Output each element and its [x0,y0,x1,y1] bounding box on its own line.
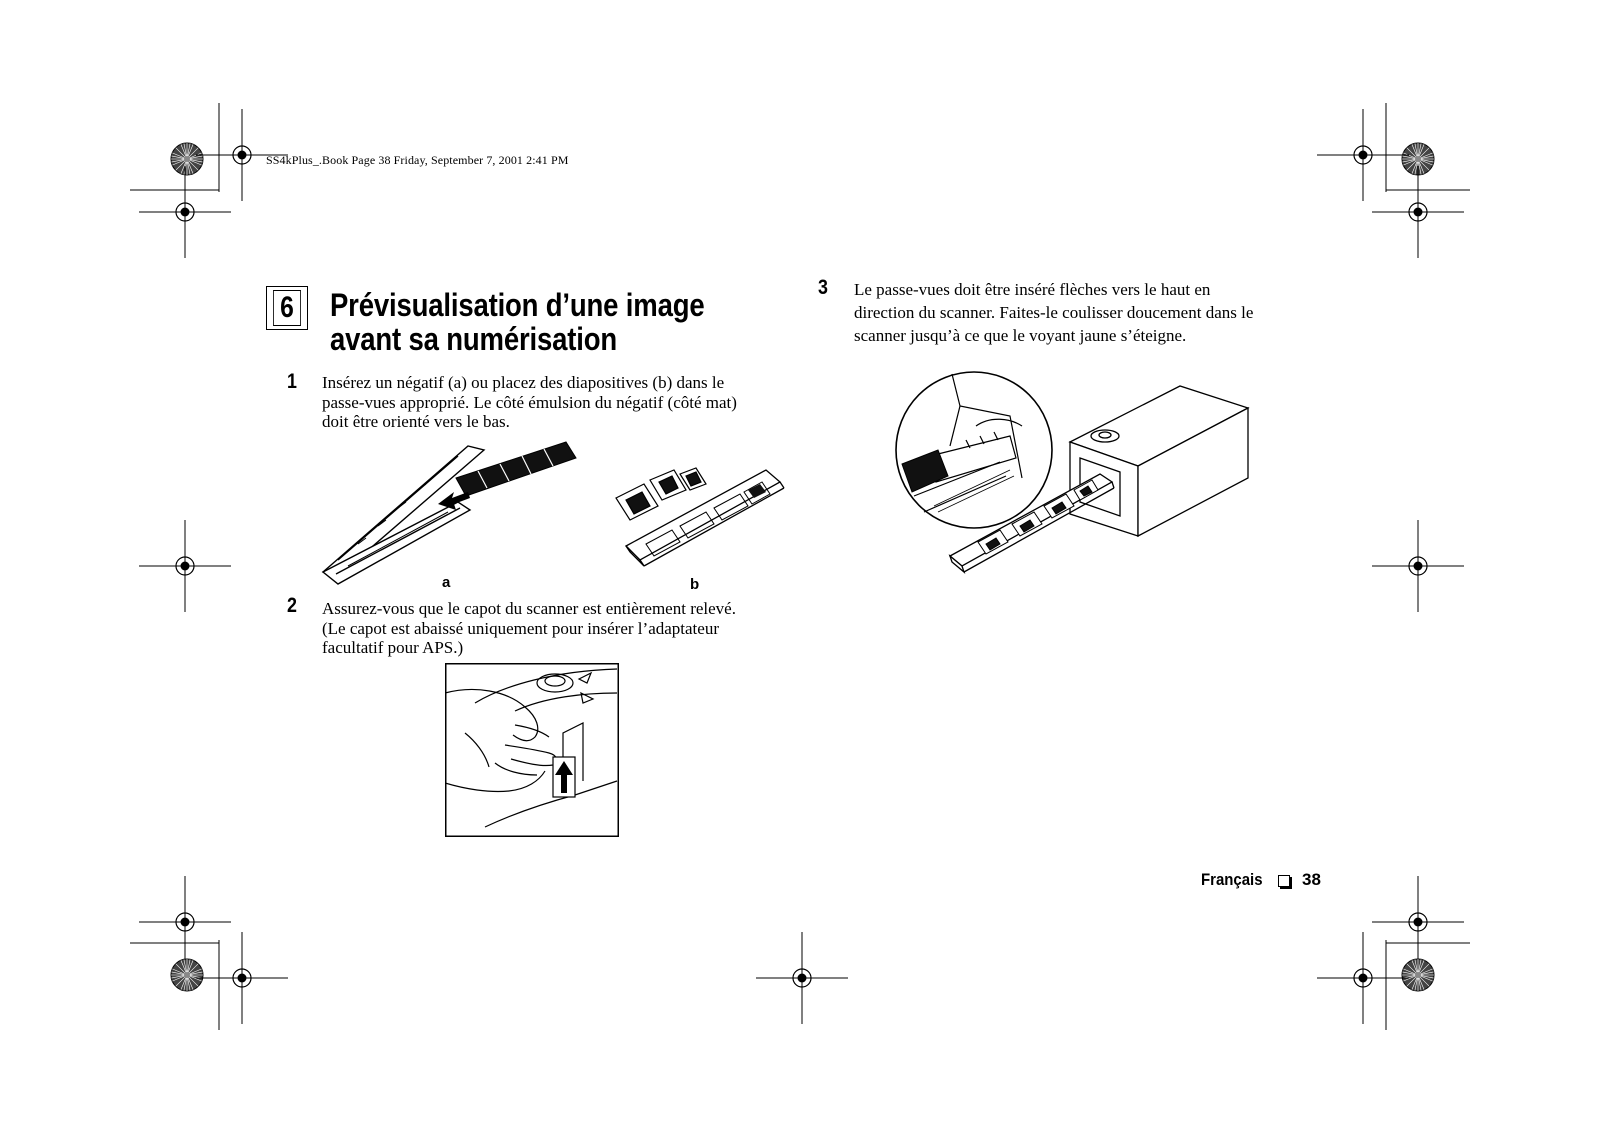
step-1-text [322,373,792,432]
section-title [330,288,726,356]
step-2-line: Assurez-vous que le capot du scanner est entièrement relevé. [322,599,736,618]
section-title-line-2: avant sa numérisation [330,321,617,357]
figure-label-b: b [690,576,700,593]
step-2-text [322,599,792,658]
step-3-number: 3 [818,276,828,299]
step-1-line: doit être orienté vers le bas. [322,412,510,431]
step-3-line: Le passe-vues doit être inséré flèches vers le haut en [854,280,1211,299]
figure-label-a: a [442,574,451,591]
section-number: 6 [273,290,301,326]
negative-holder-illustration [318,440,588,590]
step-3-line: scanner jusqu’à ce que le voyant jaune s’éteigne. [854,326,1187,345]
step-1-line: passe-vues approprié. Le côté émulsion du négatif (côté mat) [322,392,737,412]
lid-lift-illustration [445,663,619,837]
step-3-text [854,278,1324,347]
print-header: SS4kPlus_.Book Page 38 Friday, September 7, 2001 2:41 PM [266,153,569,167]
step-2-number: 2 [287,594,297,617]
footer-language: Français [1201,870,1263,889]
step-3-line: direction du scanner. Faites-le coulisser doucement dans le [854,303,1254,322]
step-2-line: facultatif pour APS.) [322,638,464,657]
slide-holder-illustration [610,462,800,572]
step-2-line: (Le capot est abaissé uniquement pour insérer l’adaptateur [322,618,719,638]
section-title-line-1: Prévisualisation d’une image [330,287,705,323]
footer-box-icon [1278,875,1290,887]
step-1-line: Insérez un négatif (a) ou placez des diapositives (b) dans le [322,373,725,392]
step-1-number: 1 [287,370,297,393]
page-number: 38 [1302,870,1321,889]
section-number-box [266,286,308,330]
scanner-insertion-illustration [890,366,1260,606]
